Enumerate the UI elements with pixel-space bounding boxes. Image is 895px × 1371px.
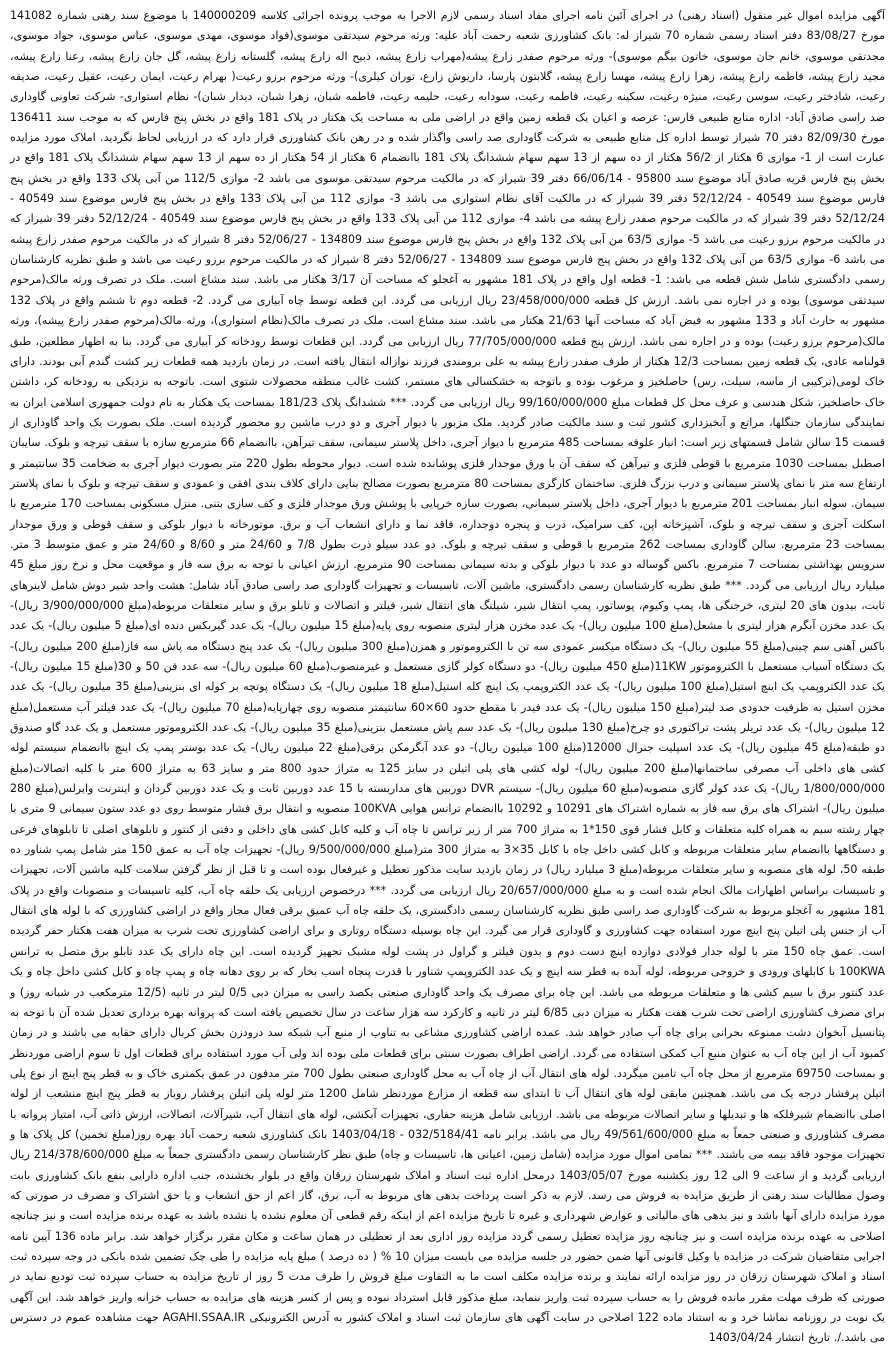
auction-notice-text: آگهی مزایده اموال غیر منقول (اسناد رهنی) در اجرای آئین نامه اجرای مفاد اسناد رسمی لازم الاجرا به موجب پرونده اجرائی کلاسه 140000209 با موضوع سند رهنی شماره 141082 مورخ 83/08/27 دفتر اسناد رسمی شماره 70 شیراز له: بانک کشاورزی شعبه رحمت آباد علیه: ورثه مرحوم سیدتقی موسوی(فواد موسوی، مهدی موسوی، عباس موسوی، جواد موسوی، مجدتقی موسوی، خانم جان موسوی، خاتون بیگم موسوی)- ورثه مرحوم صفدر زارع پیشه(مهراب زارع پیشه، ذبیح اله زارع پیشه، گلستانه زارع پیشه، گل جان زارع پیشه، رعنا زارع پیشه، مجید زارع پیشه، فاطمه زارع پیشه، زهرا زارع پیشه، مهسا زارع پیشه، گلابتون پارسا، داریوش زارع، توران کیلری)- ورثه مرحوم برزو رعیت( بهرام رعیت، ایمان رعیت، عقیل رعیت، صدیقه رعیت، شادختر رعیت، سوسن رعیت، منیژه رعیت، سکینه رعیت، فاطمه رعیت، سودابه رعیت، حلیمه رعیت، فاطمه شبان، زهرا شبان، دیدار شبان)- نظام استواری- شرکت تعاونی گاوداری صد راسی صادق آباد- اداره منابع طبیعی فارس: عرصه و اعیان یک قطعه زمین واقع در اراضی ملی به مساحت یک هکتار در پلاک 181 واقع در بخش پنج فارس که به موجب سند 136411 مورخ 82/09/30 دفتر 70 شیراز توسط اداره کل منابع طبیعی به شرکت گاوداری صد راسی واگذار شده و در رهن بانک کشاورزی قرار دارد که در ارزیابی لحاظ نگردید. املاک مورد مزایده عبارت است از 1- موازی 6 هکتار از 56/2 هکتار از ده سهم از 13 سهم سهام ششدانگ پلاک 181 باانضمام 6 هکتار از 54 هکتار از ده سهم از 13 سهم سهام ششدانگ پلاک 181 واقع در بخش پنج فارس قریه صادق آباد موضوع سند 95800 - 66/06/14 دفتر 39 شیراز که در مالکیت مرحوم سیدتقی موسوی می باشد 2- موازی 112/5 من آبی پلاک 133 واقع در بخش پنج فارس موضوع سند 40549 - 52/12/24 دفتر 39 شیراز که در مالکیت آقای نظام استواری می باشد 3- موازی 112 من آبی پلاک 133 واقع در بخش پنج فارس موضوع سند 40549 - 52/12/24 دفتر 39 شیراز که در مالکیت مرحوم صفدر زارع پیشه می باشد 4- موازی 112 من آبی پلاک 133 واقع در بخش پنج فارس موضوع سند 40549 - 52/12/24 دفتر 39 شیراز که در مالکیت مرحوم برزو رعیت می باشد 5- موازی 63/5 من آبی پلاک 132 واقع در بخش پنج فارس موضوع سند 134809 - 52/06/27 دفتر 8 شیراز که در مالکیت مرحوم صفدر زارع پیشه می باشد 6- موازی 63/5 من آبی پلاک 132 واقع در بخش پنج فارس موضوع سند 134809 - 52/06/27 دفتر 8 شیراز که در مالکیت مرحوم برزو رعیت می باشد و طبق نظریه کارشناسان رسمی دادگستری شامل شش قطعه می باشد: 1- قطعه اول واقع در پلاک 181 مشهور به آغجلو که مساحت آن 3/17 هکتار می باشد. سند مشاع است. ملک در تصرف ورثه مالک(مرحوم سیدتقی موسوی) بوده و در اجاره نمی باشد. ارزش کل قطعه 23/458/000/000 ریال ارزیابی می گردد. این قطعه توسط چاه آبیاری می گردد. 2- قطعه دوم تا ششم واقع در پلاک 132 مشهور به حارث آباد و 133 مشهور به فیض آباد که مساحت آنها 21/63 هکتار می باشد. سند مشاع است. ملک در تصرف مالک(نظام استواری)، ورثه مالک(مرحوم صفدر زارع پیشه)، ورثه مالک(مرحوم برزو رعیت) بوده و در اجاره نمی باشد. ارزش پنج قطعه 77/705/000/000 ریال ارزیابی می گردد. این قطعات توسط رودخانه کر آبیاری می گردد. بنا به اظهار مطلعین، طبق قولنامه عادی، یک قطعه زمین بمساحت 12/3 هکتار از طرف صفدر زارع پیشه به علی برومندی فرزند نوازاله انتقال یافته است. در زمان بازدید همه قطعات زیر کشت گندم آبی بودند. دارای خاک لومی(ترکیبی از ماسه، سیلت، رس) حاصلخیز و مرغوب بوده و باتوجه به خشکسالی های مستمر، کشت غالب منطقه محصولات شتوی است. باتوجه به نزدیکی به رودخانه کر، داشتن خاک حاصلخیز، شکل هندسی و عرف محل کل قطعات مبلغ 99/160/000/000 ریال ارزیابی می گردد. *** ششدانگ پلاک 181/23 بمساحت یک هکتار به نام دولت جمهوری اسلامی ایران به نمایندگی سازمان جنگلها، مراتع و آبخیزداری کشور ثبت و سند مالکیت صادر گردید. ملک مزبور با دیوار آجری و دو درب ماشین رو محصور گردیده است. ملک بصورت یک واحد گاوداری از قسمت 15 سالن شامل قسمتهای زیر است: انبار علوفه بمساحت 485 مترمربع با دیوار آجری، داخل پلاستر سیمانی، سقف تیرآهن، باانضمام 66 مترمربع سازه با سقف تیرچه و بلوک. سایبان اصطبل بمساحت 1030 مترمربع با قوطی فلزی و تیرآهن که سقف آن با ورق موجدار فلزی پوشانده شده است. دیوار محوطه بطول 220 متر بصورت دیوار آجری به ضخامت 35 سانتیمتر و ارتفاع سه متر با نمای پلاستر سیمانی و درب بزرگ فلزی. ساختمان کارگری بمساحت 80 مترمربع بصورت مصالح بنایی دارای کلاف بندی افقی و عمودی و سقف تیرچه و بلوک با نمای پلاستر سیمان. سوله انبار بمساحت 201 مترمربع با دیوار آجری، داخل پلاستر سیمانی، بصورت سازه خرپایی با پوشش ورق موجدار فلزی و کف سازی بتنی. منزل مسکونی بمساحت 170 مترمربع با اسکلت آجری و سقف تیرچه و بلوک، آشپزخانه اپن، کف سرامیک، درب و پنجره دوجداره، فاقد نما و دارای انشعاب آب و برق. موتورخانه با دیوار بلوکی و سقف قوطی و ورق موجدار بمساحت 23 مترمربع. سالن گاوداری بمساحت 262 مترمربع با قوطی و سقف تیرچه و بلوک. دو عدد سیلو ذرت بطول 7/8 و 24/60 متر و 8/60 و 24/60 متر و عمق متوسط 3 متر. سرویس بهداشتی بمساحت 7 مترمربع. باکس گوساله دو عدد با دیوار بلوکی و بدنه سیمانی بمساحت 90 مترمربع. ارزش اعیانی با توجه به برق سه فاز و موقعیت محل و نرخ روز مبلغ 45 میلیارد ریال ارزیابی می گردد. *** طبق نظریه کارشناسان رسمی دادگستری، ماشین آلات، تاسیسات و تجهیزات گاوداری صد راسی صادق آباد شامل: هشت واحد شیر دوش شامل لاینرهای ثابت، بیدون های 20 لیتری، خرجنگی ها، پمپ وکیوم، پوساتور، پمپ انتقال شیر، شیلنگ های انتقال شیر، فیلتر و اتصالات و تابلو برق و سایر متعلقات مربوطه(مبلغ 3/900/000/000 ریال)- یک عدد مخزن آبگرم هزار لیتری با مشعل(مبلغ 100 میلیون ریال)- یک عدد مخزن هزار لیتری منصوبه روی پایه(مبلغ 15 میلیون ریال)- یک عدد گیربکس دنده ای(مبلغ 5 میلیون ریال)- یک عدد باکس آهنی سم چینی(مبلغ 55 میلیون ریال)- یک دستگاه میکسر عمودی سه تن با الکتروموتور و همزن(مبلغ 300 میلیون ریال)- یک عدد پنج دستگاه مه پاش سه فاز(مبلغ 200 میلیون ریال)- یک دستگاه آسیاب مستعمل با الکتروموتور 11KW(مبلغ 450 میلیون ریال)- دو دستگاه کولر گازی مستعمل و غیرمنصوب(مبلغ 60 میلیون ریال)- سه عدد فن 50 و 30(مبلغ 15 میلیون ریال)- یک عدد الکتروپمپ یک اینچ استیل(مبلغ 100 میلیون ریال)- یک عدد الکتروپمپ یک اینچ کله استیل(مبلغ 18 میلیون ریال)- یک دستگاه پوتچه بر کوله ای بنزینی(مبلغ 35 میلیون ریال)- یک عدد مخزن استیل به ظرفیت حدودی صد لیتر(مبلغ 150 میلیون ریال)- یک عدد فیدر با مقطع حدود 60×60 سانتیمتر منصوبه روی چهارپایه(مبلغ 70 میلیون ریال)- یک عدد فیلتر آب مستعمل(مبلغ 12 میلیون ریال)- یک عدد تریلر پشت تراکتوری دو چرخ(مبلغ 130 میلیون ریال)- یک عدد سم پاش مستعمل بنزینی(مبلغ 35 میلیون ریال)- یک عدد الکتروموتور مستعمل و یک عدد گاو صندوق دو طبقه(مبلغ 45 میلیون ریال)- یک عدد اسپلیت جنرال 12000(مبلغ 100 میلیون ریال)- دو عدد آبگرمکن برقی(مبلغ 22 میلیون ریال)- یک عدد بوستر پمپ یک اینچ باانضمام سیستم لوله کشی های داخلی آب مصرفی ساختمانها(مبلغ 200 میلیون ریال)- لوله کشی های پلی اتیلن در سایز 125 به متراژ حدود 800 متر و سایز 63 به متراژ 600 متر با کلیه اتصالات(مبلغ 1/800/000/000 ریال)- یک عدد کولر گازی منصوبه(مبلغ 60 میلیون ریال)- سیستم DVR دوربین های مداربسته با 15 عدد دوربین ثابت و یک عدد دوربین گردان و اینترنت وایرلس(مبلغ 280 میلیون ریال)- اشتراک های برق سه فاز به شماره اشتراک های 10291 و 10292 باانضمام ترانس هوایی 100KVA منصوبه و انتقال برق فشار متوسط روی دو عدد ستون سیمانی 9 متری با چهار رشته سیم به همراه کلیه متعلقات و کابل فشار قوی 150*1 به متراژ 700 متر از زیر ترانس تا چاه آب و کلیه کابل کشی های داخلی و دفنی از کنتور و تابلوهای اصلی تا تابلوهای فرعی و دستگاهها باانضمام سایر متعلقات مربوطه و کابل کشی داخل چاه با کابل 35×3 به متراژ 300 متر(مبلغ 9/500/000/000 ریال)- تجهیزات چاه آب به عمق 150 متر شامل پمپ شناور ده طبقه 50، لوله های منصوبه و سایر متعلقات مربوطه(مبلغ 3 میلیارد ریال) در زمان بازدید سایت مذکور تعطیل و غیرفعال بوده است و تا قبل از نظر گرفتن سلامت کلیه ماشین آلات، تجهیزات و تاسیسات براساس اظهارات مالک انجام شده است و به مبلغ 20/657/000/000 ریال ارزیابی می گردد. *** درخصوص ارزیابی یک حلقه چاه آب، کلیه تاسیسات و منصوبات واقع در پلاک 181 مشهور به آغجلو مربوط به شرکت گاوداری صد راسی طبق نظریه کارشناسان رسمی دادگستری، یک حلقه چاه آب عمیق برقی فعال مجاز واقع در اراضی کشاورزی که با لوله های انتقال آب از جنس پلی اتیلن پنج اینچ مورد استفاده جهت کشاورزی و گاوداری قرار می گیرد. این چاه بوسیله دستگاه روتاری و برای اراضی کشاورزی تحت شرب به میزان هفت هکتار حفر گردیده است. عمق چاه 150 متر با لوله جدار فولادی دوازده اینچ دست دوم و بدون فیلتر و گراول در پشت لوله مشبک تجهیز گردیده است. این چاه دارای یک عدد تابلو برق متصل به ترانس 100KWA با کابلهای ورودی و خروجی مربوطه، لوله آبده به قطر سه اینچ و یک عدد الکتروپمپ شناور با قدرت پنجاه اسب بخار که بر روی دهانه چاه و پمپ چاه و کابل کشی داخل چاه و یک عدد کنتور برق با سیم کشی ها و متعلقات مربوطه می باشد. این چاه برای مصرف یک واحد گاوداری صنعتی یکصد راسی به میزان دبی 0/5 لیتر در ثانیه (12/5 مترمکعب در شبانه روز) و برای مصرف کشاورزی اراضی تحت شرب هفت هکتار به میزان دبی 6/85 لیتر در ثانیه و کارکرد سه هزار ساعت در سال تخصیص یافته است که پروانه بهره برداری تعدیل شده آن با توجه به پتانسیل آبخوان دشت ممنوعه بحرانی برای چاه آب صادر خواهد شد. عمده اراضی کشاورزی مشاعی به تناوب از منبع آب شبکه سد درودزن بخش کربال دارای حقابه می باشند و در زمان کمبود آب از این چاه آب به عنوان منبع آب کمکی استفاده می گردد. اراضی اطراف بصورت سنتی برای قطعات ملی بوده اند ولی آب مورد استفاده برای قطعات اول تا سوم اراضی موردنظر و بمساحت 69750 مترمربع از محل چاه آب تامین میگردد. لوله های انتقال آب از چاه آب به محل گاوداری صنعتی بطول 700 متر مدفون در عمق یکمتری خاک و به قطر پنج اینچ از نوع پلی اتیلن پرفشار درجه یک می باشد. همچنین مابقی لوله های انتقال آب تا ابتدای سه قطعه از مزارع موردنظر شامل 1200 متر لوله پلی اتیلن پرفشار روباز به قطر پنج اینچ منشعب از لوله اصلی باانضمام شیرفلکه ها و تبدیلها و سایر اتصالات مربوطه می باشد. ارزیابی شامل هزینه حفاری، تجهیزات آبکشی، لوله های انتقال آب، شیرآلات، اتصالات، ارزش ذاتی آب، امتیاز پروانه با مصرف کشاورزی و صنعتی جمعاً به مبلغ 49/561/600/000 ریال می باشد. برابر نامه 032/5184/41 - 1403/04/18 بانک کشاورزی شعبه رحمت آباد بهره روز(مبلغ تخمین) کل پلاک ها و تجهیزات موجود فاقد بیمه می باشند. *** تمامی اموال مورد مزایده (شامل زمین، اعیانی ها، تاسیسات و چاه) طبق نظر کارشناسان رسمی دادگستری جمعاً به مبلغ 214/378/600/000 ریال ارزیابی گردید و از ساعت 9 الی 12 روز یکشنبه مورخ 1403/05/07 درمحل اداره ثبت اسناد و املاک شهرستان زرقان واقع در بلوار بخشنده، جنب اداره دارایی بنفع بانک کشاورزی بابت وصول مطالبات سند رهنی از طریق مزایده به فروش می رسد. لازم به ذکر است پرداخت بدهی های مربوط به آب، برق، گاز اعم از حق انشعاب و یا حق اشتراک و مصرف در صورتی که مورد مزایده دارای آنها باشد و نیز بدهی های مالیاتی و عوارض شهرداری و غیره تا تاریخ مزایده اعم از اینکه رقم قطعی آن معلوم نشده یا نشده باشد به عهده برنده مزایده است و نیز چنانچه اصلاحی به عهده برنده مزایده است و نیز چنانچه روز مزایده تعطیل رسمی گردد مزایده روز اداری بعد از تعطیلی در همان ساعت و مکان مقرر برگزار خواهد شد. برابر ماده 136 آیین نامه اجرایی متقاضیان شرکت در مزایده یا وکیل قانونی آنها ضمن حضور در جلسه مزایده می بایست میزان 10 % ( ده درصد ) مبلغ پایه مزایده را طی چک تضمین شده بانکی در وجه سپرده ثبت اسناد و املاک شهرستان زرقان در روز مزایده ارائه نمایند و برنده مزایده مکلف است ما به التفاوت مبلغ فروش را ظرف مدت 5 روز از تاریخ مزایده به حساب سپرده ثبت تودیع نماید در صورتی که ظرف مهلت مقرر مانده فروش را به حساب سپرده ثبت واریز ننماید، مبلغ مذکور قابل استرداد نبوده و پس از کسر هزینه های مزایده به حساب خزانه واریز خواهد شد. این آگهی یک نوبت در روزنامه نماشا خرد و به استناد ماده 122 اصلاحی در سایت آگهی های سازمان ثبت اسناد و املاک کشور به آدرس الکترونیکی AGAHI.SSAA.IR جهت مشاهده عموم در دسترس می باشد./. تاریخ انتشار 1403/04/24 (10, 9, 886, 1345)
